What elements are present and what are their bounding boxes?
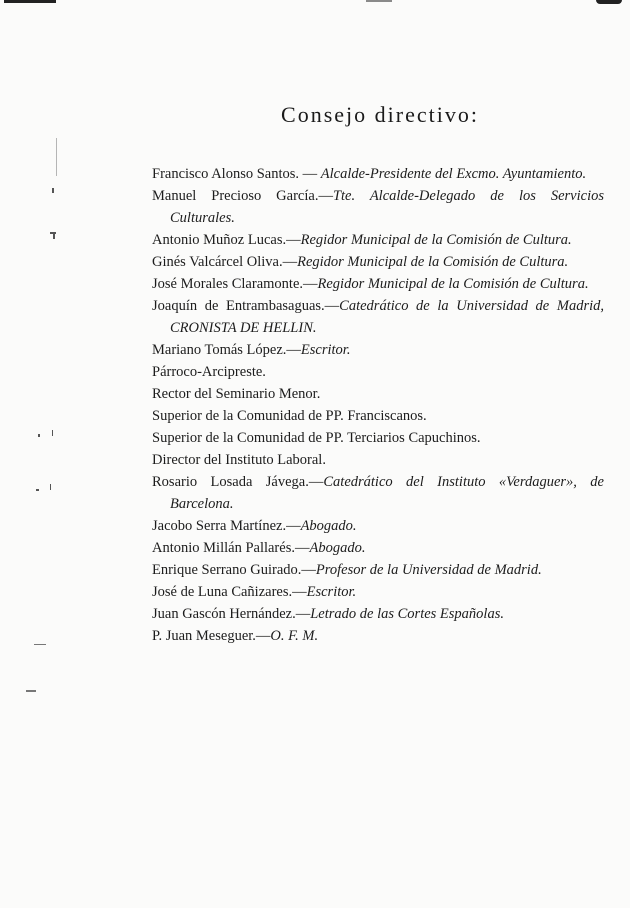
member-role: Regidor Municipal de la Comisión de Cultura.: [297, 254, 569, 270]
member-name: Rosario Losada Jávega.: [152, 474, 309, 490]
member-name: Joaquín de Entrambasaguas.: [152, 298, 325, 314]
member-separator: —: [286, 342, 301, 358]
margin-mark: [52, 188, 54, 193]
member-role: Escritor.: [306, 584, 357, 600]
member-entry: [152, 427, 604, 449]
member-entry: [152, 163, 604, 185]
member-name: Párroco-Arcipreste.: [152, 364, 266, 380]
member-name: Enrique Serrano Guirado.: [152, 562, 302, 578]
member-name: Manuel Precioso García.: [152, 188, 319, 204]
member-entry: [152, 383, 604, 405]
member-name: José de Luna Cañizares.: [152, 584, 293, 600]
member-role: Catedrático de la Universidad de Madrid, CRONISTA DE HELLIN.: [170, 298, 604, 336]
member-name: Antonio Millán Pallarés.: [152, 540, 295, 556]
margin-mark: [50, 484, 51, 490]
margin-mark: [52, 430, 53, 436]
member-entry: [152, 537, 604, 559]
member-entry: [152, 361, 604, 383]
top-left-rule: [4, 0, 56, 3]
member-role: Abogado.: [300, 518, 357, 534]
member-separator: —: [286, 232, 301, 248]
margin-tick: [56, 138, 57, 176]
margin-mark: [26, 690, 36, 692]
member-name: Superior de la Comunidad de PP. Terciarios Capuchinos.: [152, 430, 481, 446]
member-separator: —: [282, 254, 298, 270]
member-name: Rector del Seminario Menor.: [152, 386, 321, 402]
member-role: Abogado.: [309, 540, 366, 556]
margin-mark: [36, 489, 39, 491]
member-separator: —: [292, 584, 307, 600]
member-entry: [152, 295, 604, 339]
page-title: Consejo directivo:: [281, 102, 479, 127]
member-role: Regidor Municipal de la Comisión de Cultura.: [300, 232, 572, 248]
member-role: Tte. Alcalde-Delegado de los Servicios Culturales.: [170, 188, 604, 226]
member-name: Francisco Alonso Santos.: [152, 166, 300, 182]
member-separator: —: [303, 276, 318, 292]
member-separator: —: [318, 188, 333, 204]
member-role: Profesor de la Universidad de Madrid.: [315, 562, 542, 578]
member-entry: [152, 339, 604, 361]
member-name: Juan Gascón Hernández.: [152, 606, 296, 622]
member-name: José Morales Claramonte.: [152, 276, 304, 292]
member-role: Alcalde-Presidente del Excmo. Ayuntamiento.: [320, 166, 587, 182]
member-entry: [152, 251, 604, 273]
member-separator: —: [295, 606, 311, 622]
member-name: Mariano Tomás López.: [152, 342, 287, 358]
member-name: Director del Instituto Laboral.: [152, 452, 326, 468]
member-entry: [152, 185, 604, 229]
margin-mark: [53, 234, 55, 239]
member-role: Letrado de las Cortes Españolas.: [310, 606, 504, 622]
member-separator: —: [308, 474, 324, 490]
top-center-smudge: [366, 0, 392, 2]
top-right-rule: [596, 0, 622, 4]
member-separator: —: [299, 166, 321, 182]
member-separator: —: [301, 562, 316, 578]
member-entry: [152, 603, 604, 625]
margin-mark: [38, 434, 40, 437]
member-name: Antonio Muñoz Lucas.: [152, 232, 287, 248]
margin-mark: [34, 644, 46, 645]
member-separator: —: [294, 540, 310, 556]
member-name: P. Juan Meseguer.: [152, 628, 256, 644]
member-entry: [152, 273, 604, 295]
member-separator: —: [324, 298, 340, 314]
member-role: O. F. M.: [270, 628, 319, 644]
member-list: [152, 163, 604, 647]
member-entry: [152, 515, 604, 537]
member-role: Regidor Municipal de la Comisión de Cultura.: [317, 276, 589, 292]
member-separator: —: [286, 518, 301, 534]
member-entry: [152, 581, 604, 603]
member-entry: [152, 405, 604, 427]
member-entry: [152, 559, 604, 581]
member-name: Superior de la Comunidad de PP. Franciscanos.: [152, 408, 427, 424]
member-entry: [152, 229, 604, 251]
member-name: Ginés Valcárcel Oliva.: [152, 254, 283, 270]
member-entry: [152, 625, 604, 647]
member-entry: [152, 449, 604, 471]
member-entry: [152, 471, 604, 515]
member-role: Escritor.: [300, 342, 351, 358]
member-name: Jacobo Serra Martínez.: [152, 518, 287, 534]
member-role: Catedrático del Instituto «Verdaguer», de Barcelona.: [170, 474, 604, 512]
member-separator: —: [255, 628, 271, 644]
